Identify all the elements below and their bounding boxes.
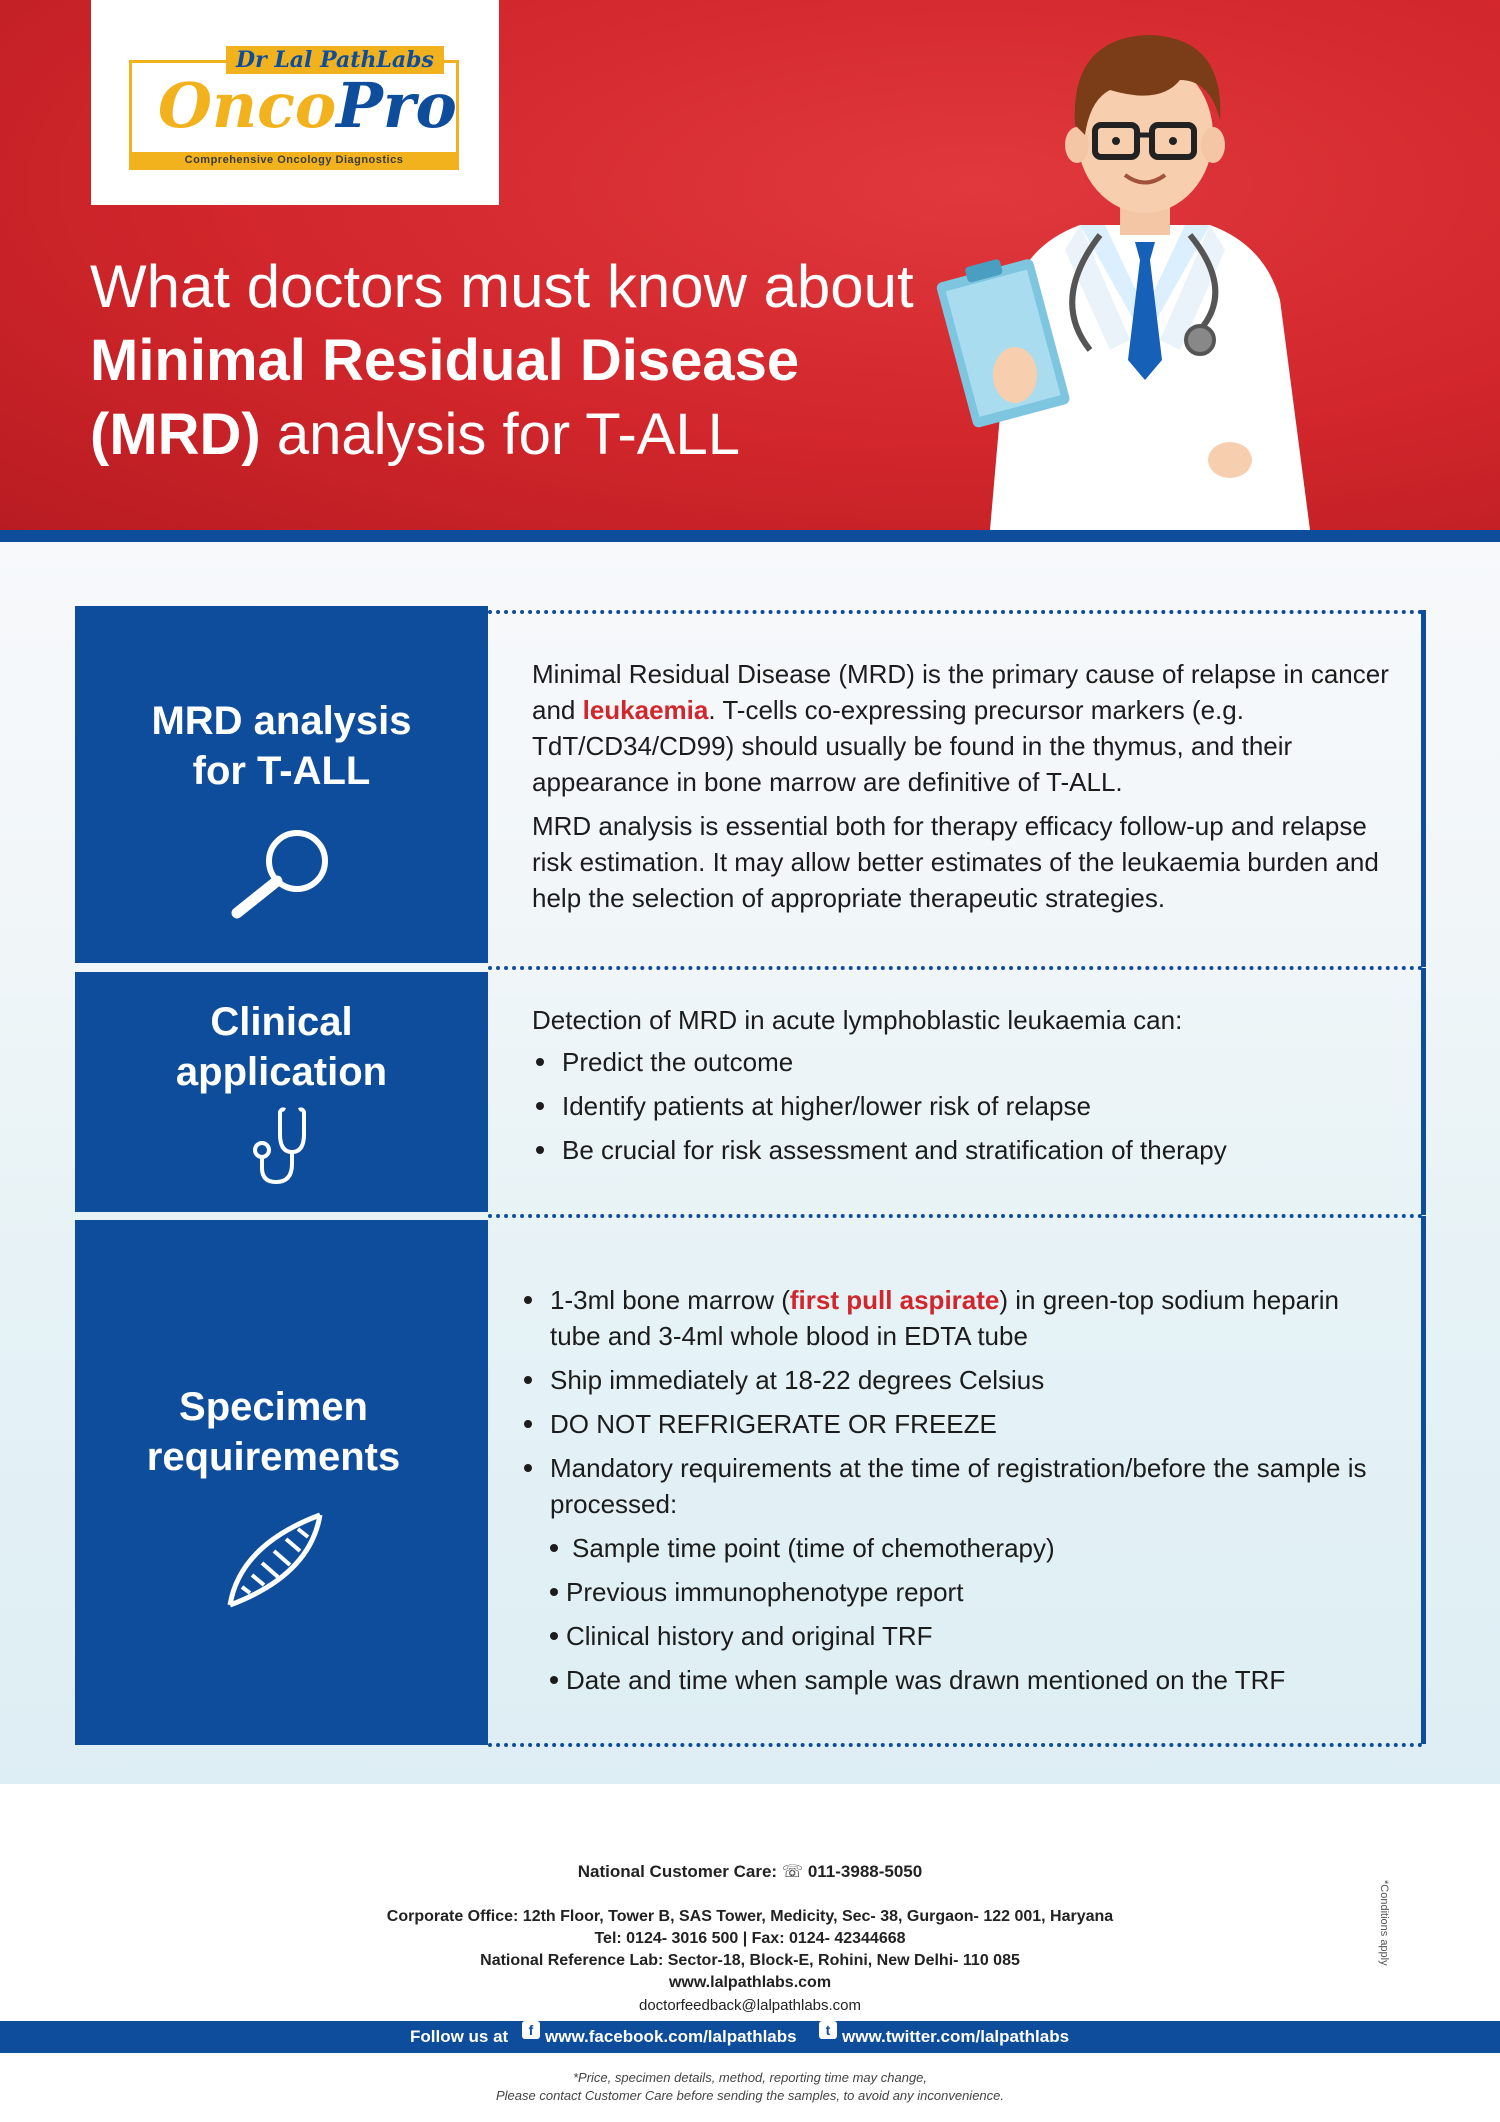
specimen-b1-highlight: first pull aspirate <box>789 1285 1000 1315</box>
dna-icon <box>220 1505 330 1615</box>
section-specimen-header <box>75 1220 488 1745</box>
title-line-1: What doctors must know about <box>90 253 914 320</box>
tel-fax: Tel: 0124- 3016 500 | Fax: 0124- 42344668 <box>594 1930 906 1947</box>
disclaimer-line-2: Please contact Customer Care before sending the samples, to avoid any inconvenience. <box>495 2088 1004 2103</box>
conditions-apply: *Conditions apply <box>1378 1880 1390 1966</box>
logo-brand-text: Dr Lal PathLabs <box>226 46 444 74</box>
mrd-p1-highlight: leukaemia <box>582 695 709 725</box>
follow-bar <box>0 2021 1500 2053</box>
disclaimer-line-1: *Price, specimen details, method, reporting time may change, <box>572 2070 928 2085</box>
section-heading-line-2: application <box>175 1050 388 1094</box>
divider-1 <box>488 966 1423 970</box>
specimen-sub-item: Clinical history and original TRF <box>540 1618 1380 1654</box>
specimen-bullet-2: Ship immediately at 18-22 degrees Celsius <box>520 1362 1380 1398</box>
logo-wordmark <box>158 69 457 142</box>
section-clinical-header <box>75 972 488 1212</box>
clinical-bullet-item: Predict the outcome <box>532 1044 1392 1080</box>
specimen-bullet-1 <box>520 1282 1380 1354</box>
mrd-p1-start: Minimal Residual Disease (MRD) is the primary cause of relapse in cancer and <box>532 659 1389 725</box>
specimen-sub-bullets <box>520 1530 1380 1698</box>
website-link[interactable]: www.lalpathlabs.com <box>668 1974 832 1991</box>
header-banner <box>0 0 1500 530</box>
specimen-sub-item: Date and time when sample was drawn mentioned on the TRF <box>540 1662 1380 1698</box>
reference-lab: National Reference Lab: Sector-18, Block-E, Rohini, New Delhi- 110 085 <box>480 1952 1020 1969</box>
twitter-link[interactable]: www.twitter.com/lalpathlabs <box>842 2027 1070 2046</box>
specimen-sub-item: Sample time point (time of chemotherapy) <box>540 1530 1380 1566</box>
header-stripe <box>0 530 1500 542</box>
clinical-bullet-item: Identify patients at higher/lower risk of relapse <box>532 1088 1392 1124</box>
section-specimen-text <box>520 1282 1380 1698</box>
customer-care-number[interactable]: 011-3988-5050 <box>807 1862 923 1881</box>
section-mrd-analysis <box>0 606 1500 963</box>
logo-pro: Pro <box>336 69 457 142</box>
logo-onco: Onco <box>158 69 337 142</box>
specimen-bullet-3: DO NOT REFRIGERATE OR FREEZE <box>520 1406 1380 1442</box>
section-heading-line-2: for T-ALL <box>192 749 371 793</box>
title-rest: analysis for T-ALL <box>260 402 740 467</box>
specimen-bullet-4: Mandatory requirements at the time of registration/before the sample is processed: <box>520 1450 1380 1522</box>
disclaimer <box>0 2069 1500 2105</box>
customer-care <box>0 1862 1500 1882</box>
section-clinical-text <box>532 1002 1392 1168</box>
title-mrd: (MRD) <box>90 402 261 467</box>
facebook-link[interactable]: www.facebook.com/lalpathlabs <box>545 2027 797 2046</box>
section-heading-line-1: Clinical <box>210 1000 353 1044</box>
clinical-bullet-item: Be crucial for risk assessment and stratification of therapy <box>532 1132 1392 1168</box>
mrd-paragraph-2: MRD analysis is essential both for therapy efficacy follow-up and relapse risk estimation. It may allow better estimates of the leukaemia burden and help the selection of appropriate therapeutic strategies. <box>532 811 1379 913</box>
stethoscope-icon <box>240 1104 320 1189</box>
section-mrd-header <box>75 606 488 963</box>
section-mrd-text <box>532 656 1392 916</box>
title-line-3 <box>90 398 914 472</box>
logo-frame <box>129 47 459 170</box>
logo[interactable] <box>91 0 499 205</box>
clinical-intro: Detection of MRD in acute lymphoblastic leukaemia can: <box>532 1005 1183 1035</box>
specimen-b1-end: ) in green-top sodium heparin tube and 3-4ml whole blood in EDTA tube <box>550 1285 1339 1351</box>
facebook-icon: f <box>522 2021 540 2039</box>
section-heading-line-1: Specimen <box>179 1385 368 1429</box>
section-clinical-application <box>0 972 1500 1212</box>
follow-label: Follow us at <box>410 2027 509 2046</box>
doctor-illustration-icon <box>930 10 1360 530</box>
twitter-icon: t <box>819 2021 837 2039</box>
customer-care-label: National Customer Care: <box>577 1862 778 1881</box>
section-specimen-requirements <box>0 1220 1500 1745</box>
mrd-paragraph-1 <box>532 656 1392 800</box>
specimen-bullets <box>520 1282 1380 1522</box>
page-title <box>90 250 914 472</box>
footer <box>0 1784 1500 2122</box>
specimen-sub-item: Previous immunophenotype report <box>540 1574 1380 1610</box>
specimen-b1-start: 1-3ml bone marrow ( <box>550 1285 790 1315</box>
phone-icon: ☏ <box>781 1862 804 1881</box>
magnifier-icon <box>225 821 345 921</box>
divider-2 <box>488 1214 1423 1218</box>
clinical-bullets <box>532 1044 1392 1168</box>
email-link[interactable]: doctorfeedback@lalpathlabs.com <box>638 1997 862 2014</box>
section-heading-line-1: MRD analysis <box>151 699 412 743</box>
logo-tagline: Comprehensive Oncology Diagnostics <box>132 152 456 168</box>
corporate-office: Corporate Office: 12th Floor, Tower B, SAS Tower, Medicity, Sec- 38, Gurgaon- 122 001, Haryana <box>386 1908 1114 1925</box>
section-heading-line-2: requirements <box>146 1435 401 1479</box>
title-line-2: Minimal Residual Disease <box>90 328 800 393</box>
mrd-p1-end: . T-cells co-expressing precursor markers (e.g. TdT/CD34/CD99) should usually be found in the thymus, and their appearance in bone marrow are definitive of T-ALL. <box>532 695 1293 797</box>
